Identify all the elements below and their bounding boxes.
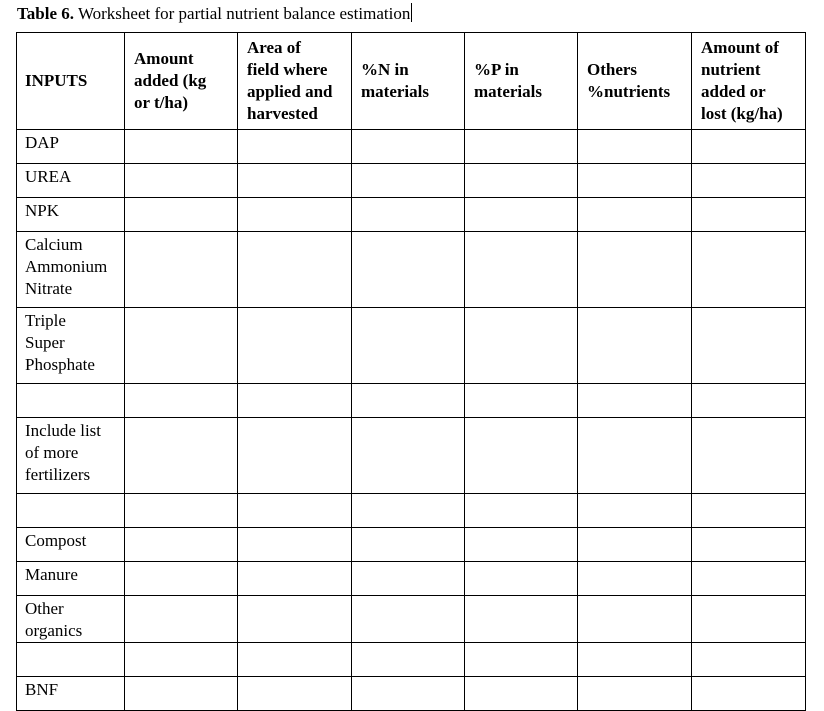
entry-cell[interactable] [578, 232, 692, 308]
caption-label: Table 6. [17, 4, 75, 23]
input-label-line: UREA [25, 167, 72, 186]
header-percent-p [465, 33, 578, 130]
entry-cell[interactable] [125, 677, 238, 711]
input-label-line: Calcium [25, 235, 83, 254]
entry-cell[interactable] [692, 528, 806, 562]
header-row [17, 33, 806, 130]
entry-cell[interactable] [352, 384, 465, 418]
input-label-cell [17, 643, 125, 677]
header-line: Amount [134, 49, 194, 68]
entry-cell[interactable] [352, 596, 465, 643]
header-line: %nutrients [587, 82, 671, 101]
input-label-line: Super [25, 333, 65, 352]
entry-cell[interactable] [465, 528, 578, 562]
header-line: nutrient [701, 60, 761, 79]
header-line: lost (kg/ha) [701, 104, 783, 123]
entry-cell[interactable] [352, 130, 465, 164]
table-row [17, 528, 806, 562]
entry-cell[interactable] [352, 232, 465, 308]
input-label-line: Triple [25, 311, 66, 330]
table-row [17, 164, 806, 198]
entry-cell[interactable] [578, 643, 692, 677]
text-cursor [411, 3, 412, 22]
entry-cell[interactable] [125, 130, 238, 164]
entry-cell[interactable] [578, 384, 692, 418]
input-label-line: BNF [25, 680, 59, 699]
header-inputs [17, 33, 125, 130]
header-line: field where [247, 60, 328, 79]
caption-text: Worksheet for partial nutrient balance estimation [74, 4, 411, 23]
table-row [17, 418, 806, 494]
input-label-line: Ammonium [25, 257, 108, 276]
entry-cell[interactable] [692, 164, 806, 198]
entry-cell[interactable] [692, 308, 806, 384]
entry-cell[interactable] [578, 198, 692, 232]
input-label-cell [17, 494, 125, 528]
input-label-cell [17, 130, 125, 164]
input-label-cell [17, 418, 125, 494]
input-label-cell [17, 528, 125, 562]
table-row [17, 232, 806, 308]
entry-cell[interactable] [352, 562, 465, 596]
entry-cell[interactable] [125, 643, 238, 677]
entry-cell[interactable] [465, 677, 578, 711]
input-label-line: Nitrate [25, 279, 73, 298]
entry-cell[interactable] [692, 494, 806, 528]
entry-cell[interactable] [692, 562, 806, 596]
input-label-line: NPK [25, 201, 60, 220]
entry-cell[interactable] [125, 562, 238, 596]
input-label-line: Manure [25, 565, 78, 584]
entry-cell[interactable] [465, 494, 578, 528]
entry-cell[interactable] [578, 418, 692, 494]
header-line: INPUTS [25, 71, 88, 90]
entry-cell[interactable] [238, 308, 352, 384]
entry-cell[interactable] [238, 232, 352, 308]
entry-cell[interactable] [352, 643, 465, 677]
header-line: added or [701, 82, 766, 101]
header-line: %P in [474, 60, 519, 79]
entry-cell[interactable] [465, 198, 578, 232]
input-label-line: Other [25, 599, 64, 618]
entry-cell[interactable] [125, 232, 238, 308]
input-label-cell [17, 677, 125, 711]
entry-cell[interactable] [465, 308, 578, 384]
entry-cell[interactable] [125, 308, 238, 384]
input-label-cell [17, 596, 125, 643]
entry-cell[interactable] [238, 198, 352, 232]
entry-cell[interactable] [465, 232, 578, 308]
entry-cell[interactable] [692, 198, 806, 232]
input-label-line: of more [25, 443, 79, 462]
entry-cell[interactable] [352, 198, 465, 232]
entry-cell[interactable] [465, 562, 578, 596]
table-row [17, 384, 806, 418]
entry-cell[interactable] [238, 384, 352, 418]
entry-cell[interactable] [352, 528, 465, 562]
entry-cell[interactable] [465, 596, 578, 643]
entry-cell[interactable] [578, 677, 692, 711]
entry-cell[interactable] [692, 418, 806, 494]
input-label-line: Include list [25, 421, 102, 440]
entry-cell[interactable] [692, 677, 806, 711]
input-label-line: fertilizers [25, 465, 91, 484]
input-label-cell [17, 164, 125, 198]
entry-cell[interactable] [465, 418, 578, 494]
entry-cell[interactable] [238, 596, 352, 643]
header-amount-added [125, 33, 238, 130]
input-label-line: Compost [25, 531, 87, 550]
entry-cell[interactable] [578, 494, 692, 528]
entry-cell[interactable] [238, 643, 352, 677]
header-area-of-field [238, 33, 352, 130]
table-row [17, 677, 806, 711]
header-line: Amount of [701, 38, 779, 57]
header-percent-n [352, 33, 465, 130]
entry-cell[interactable] [238, 130, 352, 164]
entry-cell[interactable] [578, 164, 692, 198]
entry-cell[interactable] [692, 384, 806, 418]
entry-cell[interactable] [692, 596, 806, 643]
input-label-line: organics [25, 621, 83, 640]
entry-cell[interactable] [578, 308, 692, 384]
entry-cell[interactable] [125, 198, 238, 232]
entry-cell[interactable] [125, 164, 238, 198]
header-line: Others [587, 60, 638, 79]
entry-cell[interactable] [238, 677, 352, 711]
input-label-line: Phosphate [25, 355, 95, 374]
header-line: materials [474, 82, 542, 101]
input-label-cell [17, 384, 125, 418]
header-line: applied and [247, 82, 333, 101]
entry-cell[interactable] [465, 164, 578, 198]
entry-cell[interactable] [578, 562, 692, 596]
entry-cell[interactable] [352, 164, 465, 198]
entry-cell[interactable] [578, 528, 692, 562]
table-row [17, 308, 806, 384]
entry-cell[interactable] [352, 418, 465, 494]
entry-cell[interactable] [238, 494, 352, 528]
header-line: or t/ha) [134, 93, 188, 112]
header-line: Area of [247, 38, 301, 57]
table-body [17, 130, 806, 711]
header-line: materials [361, 82, 429, 101]
entry-cell[interactable] [352, 308, 465, 384]
table-row [17, 562, 806, 596]
entry-cell[interactable] [465, 384, 578, 418]
input-label-cell [17, 562, 125, 596]
table-row [17, 643, 806, 677]
table-caption [17, 3, 412, 24]
entry-cell[interactable] [238, 164, 352, 198]
input-label-cell [17, 308, 125, 384]
entry-cell[interactable] [238, 418, 352, 494]
table-row [17, 198, 806, 232]
entry-cell[interactable] [238, 562, 352, 596]
entry-cell[interactable] [352, 494, 465, 528]
entry-cell[interactable] [125, 494, 238, 528]
input-label-line: DAP [25, 133, 60, 152]
entry-cell[interactable] [578, 596, 692, 643]
entry-cell[interactable] [692, 232, 806, 308]
entry-cell[interactable] [125, 596, 238, 643]
entry-cell[interactable] [578, 130, 692, 164]
entry-cell[interactable] [352, 677, 465, 711]
entry-cell[interactable] [692, 643, 806, 677]
input-label-cell [17, 198, 125, 232]
table-row [17, 596, 806, 643]
table-row [17, 130, 806, 164]
input-label-cell [17, 232, 125, 308]
entry-cell[interactable] [125, 384, 238, 418]
entry-cell[interactable] [125, 528, 238, 562]
entry-cell[interactable] [465, 130, 578, 164]
entry-cell[interactable] [692, 130, 806, 164]
header-line: %N in [361, 60, 409, 79]
header-line: added (kg [134, 71, 207, 90]
table-row [17, 494, 806, 528]
header-others-nutrients [578, 33, 692, 130]
header-amount-nutrient [692, 33, 806, 130]
entry-cell[interactable] [125, 418, 238, 494]
header-line: harvested [247, 104, 318, 123]
entry-cell[interactable] [465, 643, 578, 677]
nutrient-balance-worksheet [16, 32, 806, 711]
entry-cell[interactable] [238, 528, 352, 562]
